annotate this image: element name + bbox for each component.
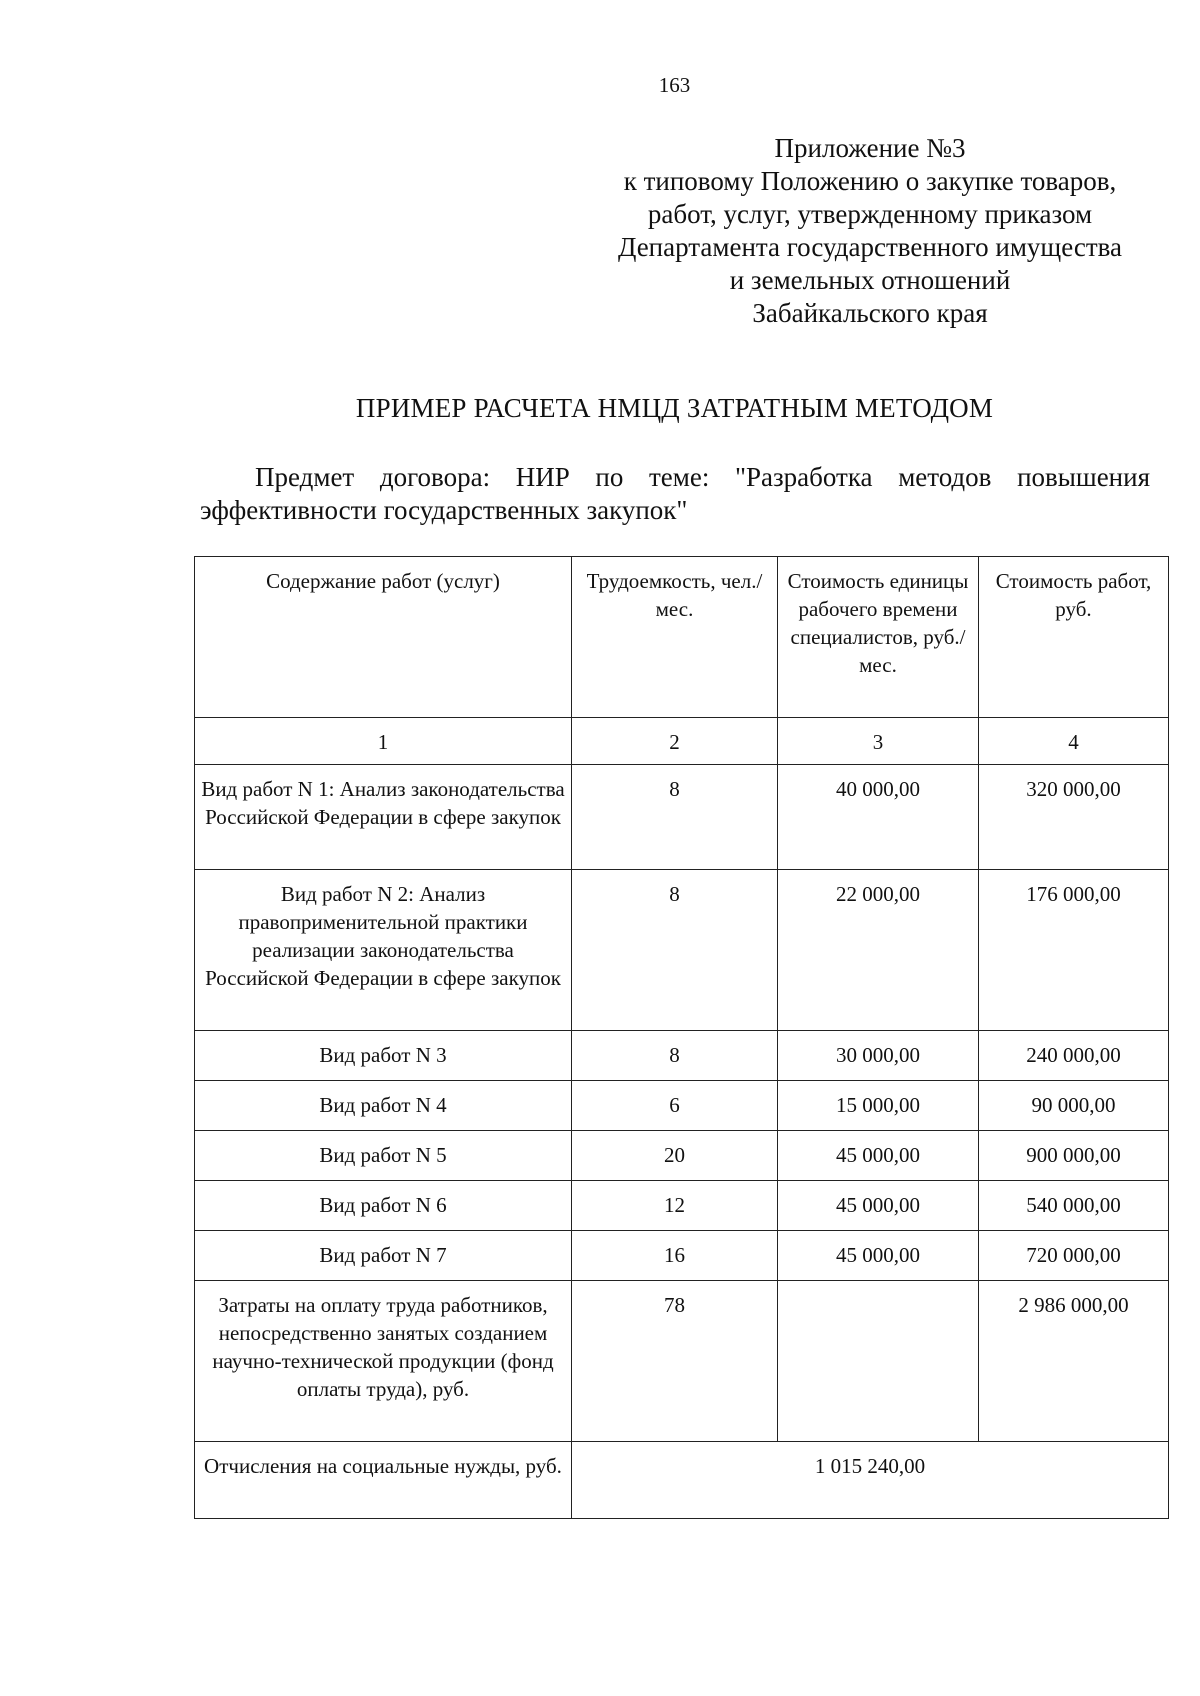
work-type-cell: Вид работ N 6 bbox=[195, 1181, 572, 1231]
work-cost-cell: 720 000,00 bbox=[979, 1231, 1169, 1281]
column-number-row bbox=[195, 718, 1169, 765]
work-cost-cell: 900 000,00 bbox=[979, 1131, 1169, 1181]
appendix-note bbox=[590, 132, 1150, 330]
column-number: 2 bbox=[572, 718, 778, 765]
appendix-line: к типовому Положению о закупке товаров, bbox=[623, 166, 1117, 196]
work-cost-cell: 90 000,00 bbox=[979, 1081, 1169, 1131]
contract-subject: Предмет договора: НИР по теме: "Разработка методов повышения эффективности государственных закупок" bbox=[200, 462, 1150, 525]
social-value: 1 015 240,00 bbox=[572, 1442, 1169, 1519]
header-cell: Стоимость единицы рабочего времени специалистов, руб./мес. bbox=[778, 557, 979, 718]
work-cost-cell: 176 000,00 bbox=[979, 870, 1169, 1031]
appendix-line: работ, услуг, утвержденному приказом bbox=[647, 199, 1093, 229]
column-number: 1 bbox=[195, 718, 572, 765]
unit-cost-cell: 45 000,00 bbox=[778, 1231, 979, 1281]
labor-cell: 16 bbox=[572, 1231, 778, 1281]
work-type-cell: Вид работ N 2: Анализ правоприменительной практики реализации законодательства Российской Федерации в сфере закупок bbox=[195, 870, 572, 1031]
unit-cost-cell: 45 000,00 bbox=[778, 1131, 979, 1181]
appendix-line: и земельных отношений bbox=[729, 265, 1011, 295]
table-row bbox=[195, 1231, 1169, 1281]
table-row bbox=[195, 1031, 1169, 1081]
appendix-line: Департамента государственного имущества bbox=[617, 232, 1123, 262]
page-number: 163 bbox=[658, 73, 691, 97]
labor-cell: 8 bbox=[572, 765, 778, 870]
document-title: ПРИМЕР РАСЧЕТА НМЦД ЗАТРАТНЫМ МЕТОДОМ bbox=[355, 393, 994, 423]
work-cost-cell: 320 000,00 bbox=[979, 765, 1169, 870]
unit-cost-cell: 40 000,00 bbox=[778, 765, 979, 870]
labor-cell: 20 bbox=[572, 1131, 778, 1181]
table-row bbox=[195, 1081, 1169, 1131]
table-row bbox=[195, 765, 1169, 870]
table-row bbox=[195, 870, 1169, 1031]
appendix-line: Приложение №3 bbox=[774, 133, 966, 163]
total-unit-cost bbox=[778, 1281, 979, 1442]
total-cost: 2 986 000,00 bbox=[979, 1281, 1169, 1442]
work-type-cell: Вид работ N 5 bbox=[195, 1131, 572, 1181]
header-cell: Трудоемкость, чел./мес. bbox=[572, 557, 778, 718]
table-header-row bbox=[195, 557, 1169, 718]
total-labor: 78 bbox=[572, 1281, 778, 1442]
total-row bbox=[195, 1281, 1169, 1442]
total-label: Затраты на оплату труда работников, непосредственно занятых созданием научно-технической продукции (фонд оплаты труда), руб. bbox=[195, 1281, 572, 1442]
header-cell: Содержание работ (услуг) bbox=[195, 557, 572, 718]
header-cell: Стоимость работ, руб. bbox=[979, 557, 1169, 718]
table-row bbox=[195, 1181, 1169, 1231]
table-row bbox=[195, 1131, 1169, 1181]
cost-calculation-table bbox=[194, 556, 1169, 1519]
unit-cost-cell: 15 000,00 bbox=[778, 1081, 979, 1131]
work-type-cell: Вид работ N 3 bbox=[195, 1031, 572, 1081]
labor-cell: 8 bbox=[572, 1031, 778, 1081]
social-label: Отчисления на социальные нужды, руб. bbox=[195, 1442, 572, 1519]
work-cost-cell: 240 000,00 bbox=[979, 1031, 1169, 1081]
unit-cost-cell: 45 000,00 bbox=[778, 1181, 979, 1231]
work-type-cell: Вид работ N 1: Анализ законодательства Российской Федерации в сфере закупок bbox=[195, 765, 572, 870]
appendix-line: Забайкальского края bbox=[752, 298, 988, 328]
work-type-cell: Вид работ N 7 bbox=[195, 1231, 572, 1281]
work-type-cell: Вид работ N 4 bbox=[195, 1081, 572, 1131]
labor-cell: 6 bbox=[572, 1081, 778, 1131]
social-contributions-row bbox=[195, 1442, 1169, 1519]
work-cost-cell: 540 000,00 bbox=[979, 1181, 1169, 1231]
column-number: 4 bbox=[979, 718, 1169, 765]
labor-cell: 8 bbox=[572, 870, 778, 1031]
column-number: 3 bbox=[778, 718, 979, 765]
unit-cost-cell: 22 000,00 bbox=[778, 870, 979, 1031]
labor-cell: 12 bbox=[572, 1181, 778, 1231]
unit-cost-cell: 30 000,00 bbox=[778, 1031, 979, 1081]
